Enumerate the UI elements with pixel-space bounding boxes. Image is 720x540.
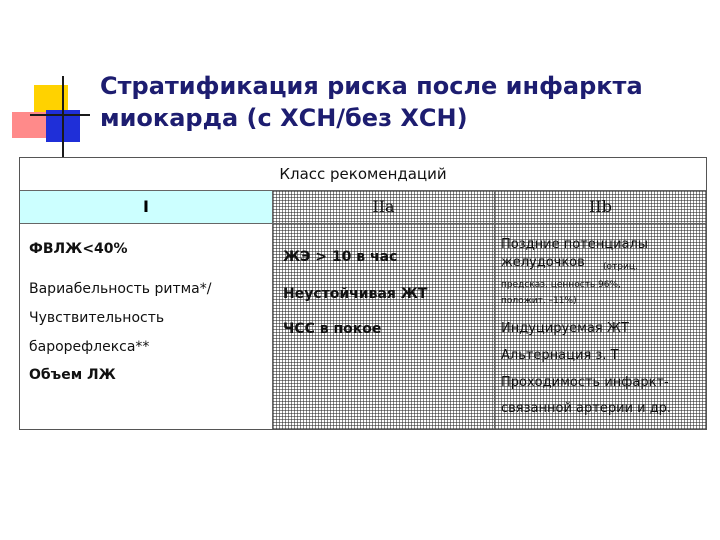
column-header-i: I [20, 191, 272, 224]
list-item-note: (отриц. [603, 262, 638, 272]
column-header-iia: IIa [273, 191, 494, 224]
list-item: Индуцируемая ЖТ [501, 321, 629, 336]
list-item: Неустойчивая ЖТ [283, 286, 428, 302]
column-class-iia [272, 191, 494, 429]
list-item: Альтернация з. Т [501, 348, 619, 363]
table-header-recommendation-class: Класс рекомендаций [20, 158, 706, 191]
list-item: Объем ЛЖ [29, 367, 116, 383]
column-class-iib [494, 191, 706, 429]
column-header-iib: IIb [495, 191, 706, 224]
list-item: Поздние потенциалы [501, 237, 649, 252]
list-item: желудочков [501, 255, 585, 270]
decor-vertical-line [62, 76, 64, 158]
decor-horizontal-line [30, 114, 90, 116]
list-item: связанной артерии и др. [501, 401, 672, 416]
list-item-note: предсказ. ценность 96%, [501, 280, 621, 290]
list-item: барорефлекса** [29, 339, 150, 355]
recommendation-table [19, 157, 707, 430]
list-item-note: положит. –11%) [501, 296, 577, 306]
list-item: ЖЭ > 10 в час [283, 249, 398, 265]
list-item: Чувствительность [29, 310, 165, 326]
list-item: ФВЛЖ<40% [29, 241, 128, 257]
slide-title-line-1: Стратификация риска после инфаркта [100, 72, 643, 100]
slide-title [100, 70, 700, 134]
column-class-i [20, 191, 272, 429]
list-item: Вариабельность ритма*/ [29, 281, 212, 297]
list-item: ЧСС в покое [283, 321, 382, 337]
list-item: Проходимость инфаркт- [501, 375, 669, 390]
slide-title-line-2: миокарда (с ХСН/без ХСН) [100, 104, 468, 132]
